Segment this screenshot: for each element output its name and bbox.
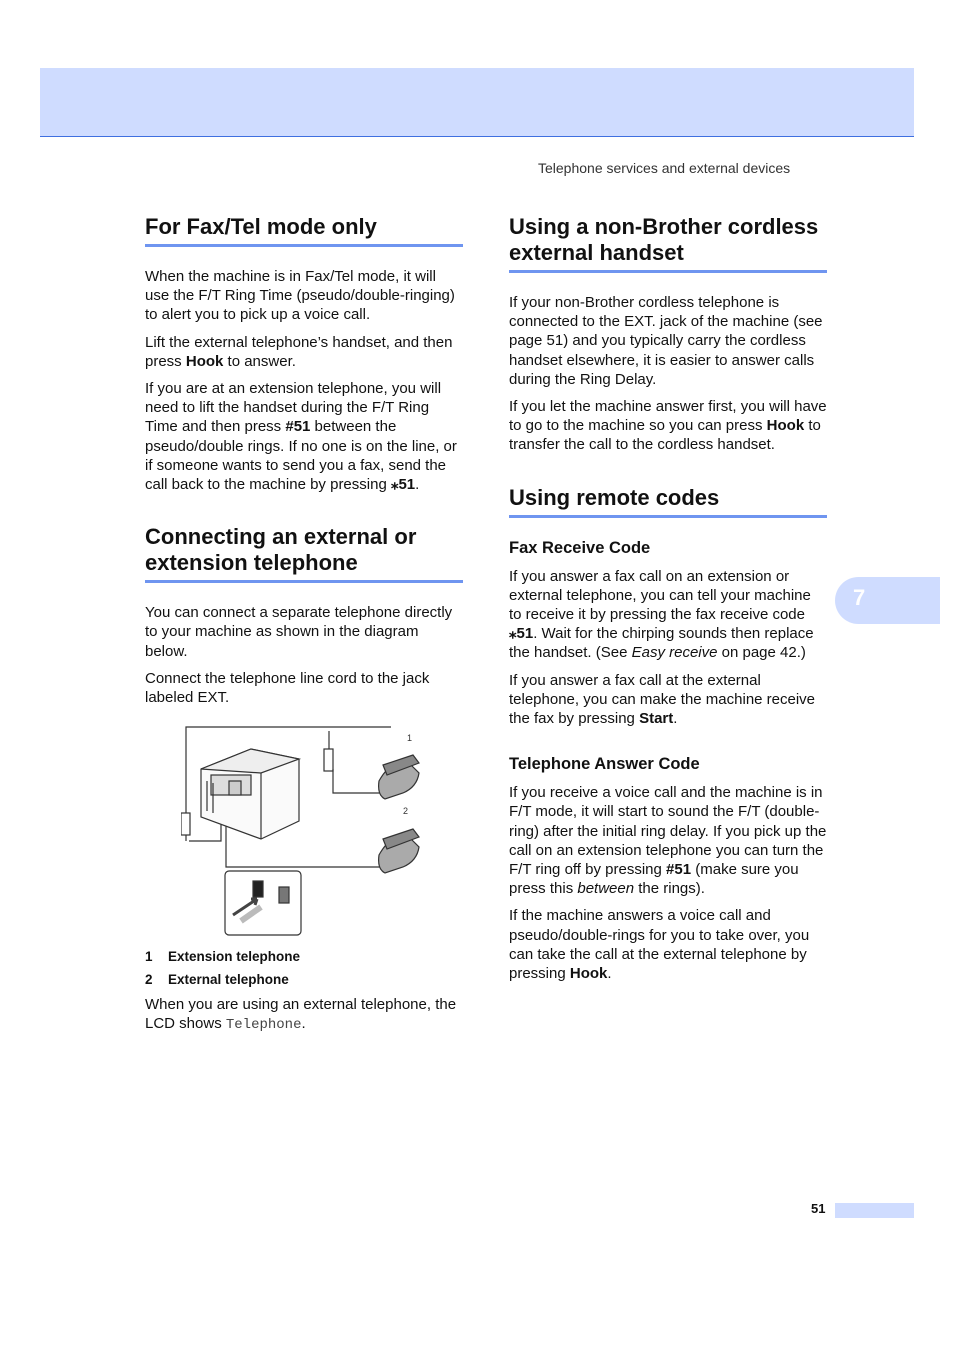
paragraph: If your non-Brother cordless telephone is connected to the EXT. jack of the machine (see page 51) and you typically carry the cordless handset elsewhere, it is easier to answer calls during the Ring Delay. xyxy=(509,294,823,388)
paragraph: Connect the telephone line cord to the jack labeled EXT. xyxy=(145,669,430,707)
chapter-tab xyxy=(835,577,940,624)
callout-2: 2 xyxy=(403,806,409,817)
key-hook: Hook xyxy=(766,417,805,435)
heading-connecting-external: Connecting an external or extension telephone xyxy=(145,524,463,583)
paragraph: You can connect a separate telephone directly to your machine as shown in the diagram below. xyxy=(145,604,453,660)
key-hook: Hook xyxy=(569,965,608,983)
subheading-fax-receive-code: Fax Receive Code xyxy=(509,538,651,557)
header-band xyxy=(40,68,914,137)
paragraph: When you are using an external telephone, the LCD shows Telephone. xyxy=(145,996,457,1034)
key-hook: Hook xyxy=(185,352,224,370)
code-star-51: ⁎51 xyxy=(390,476,416,494)
paragraph: If you answer a fax call on an extension or external telephone, you can tell your machine to receive it by pressing the fax receive code ⁎51. Wait for the chirping sounds then replace the handset. (See Easy receive on page 42.) xyxy=(509,567,814,662)
subheading-telephone-answer-code: Telephone Answer Code xyxy=(509,755,700,774)
paragraph: If you are at an extension telephone, you will need to lift the handset during the F/T Ring Time and then press #51 between the pseudo/double rings. If no one is on the line, or if someone wants to send you a fax, send the call back to the machine by pressing ⁎51. xyxy=(145,380,457,494)
paragraph: If you receive a voice call and the machine is in F/T mode, it will start to sound the F/T (double-ring) after the initial ring delay. If you pick up the call on an extension telephone you can turn the F/T ring off by pressing #51 (make sure you press this between the rings). xyxy=(509,784,827,898)
paragraph: If you answer a fax call at the external telephone, you can make the machine receive the fax by pressing Start. xyxy=(509,671,816,728)
caption-2: 2 External telephone xyxy=(145,972,289,988)
caption-1: 1 Extension telephone xyxy=(145,949,301,965)
heading-cordless-handset: Using a non-Brother cordless external handset xyxy=(509,214,827,273)
key-start: Start xyxy=(639,710,674,728)
running-head: Telephone services and external devices xyxy=(538,160,791,176)
chapter-number: 7 xyxy=(853,585,866,610)
paragraph: Lift the external telephone’s handset, and then press Hook to answer. xyxy=(145,333,453,370)
heading-remote-codes: Using remote codes xyxy=(509,485,827,518)
footer-bar xyxy=(835,1203,914,1218)
code-51: #51 xyxy=(666,861,692,879)
connection-diagram xyxy=(181,721,421,939)
paragraph: If the machine answers a voice call and pseudo/double-rings for you to take over, you can take the call at the external telephone by pressing Hook. xyxy=(509,907,810,983)
lcd-text: Telephone xyxy=(225,1017,302,1034)
callout-1: 1 xyxy=(407,733,413,744)
left-column xyxy=(145,214,463,1044)
link-easy-receive: Easy receive xyxy=(631,644,718,662)
code-star-51: ⁎51 xyxy=(509,625,534,643)
code-51: #51 xyxy=(285,418,311,436)
heading-fax-tel-mode: For Fax/Tel mode only xyxy=(145,214,463,247)
paragraph: If you let the machine answer first, you will have to go to the machine so you can press Hook to transfer the call to the cordless handset. xyxy=(509,398,827,454)
right-column xyxy=(509,214,827,991)
page-number: 51 xyxy=(811,1201,826,1216)
paragraph: When the machine is in Fax/Tel mode, it will use the F/T Ring Time (pseudo/double-ringing) to alert you to pick up a voice call. xyxy=(145,268,455,324)
